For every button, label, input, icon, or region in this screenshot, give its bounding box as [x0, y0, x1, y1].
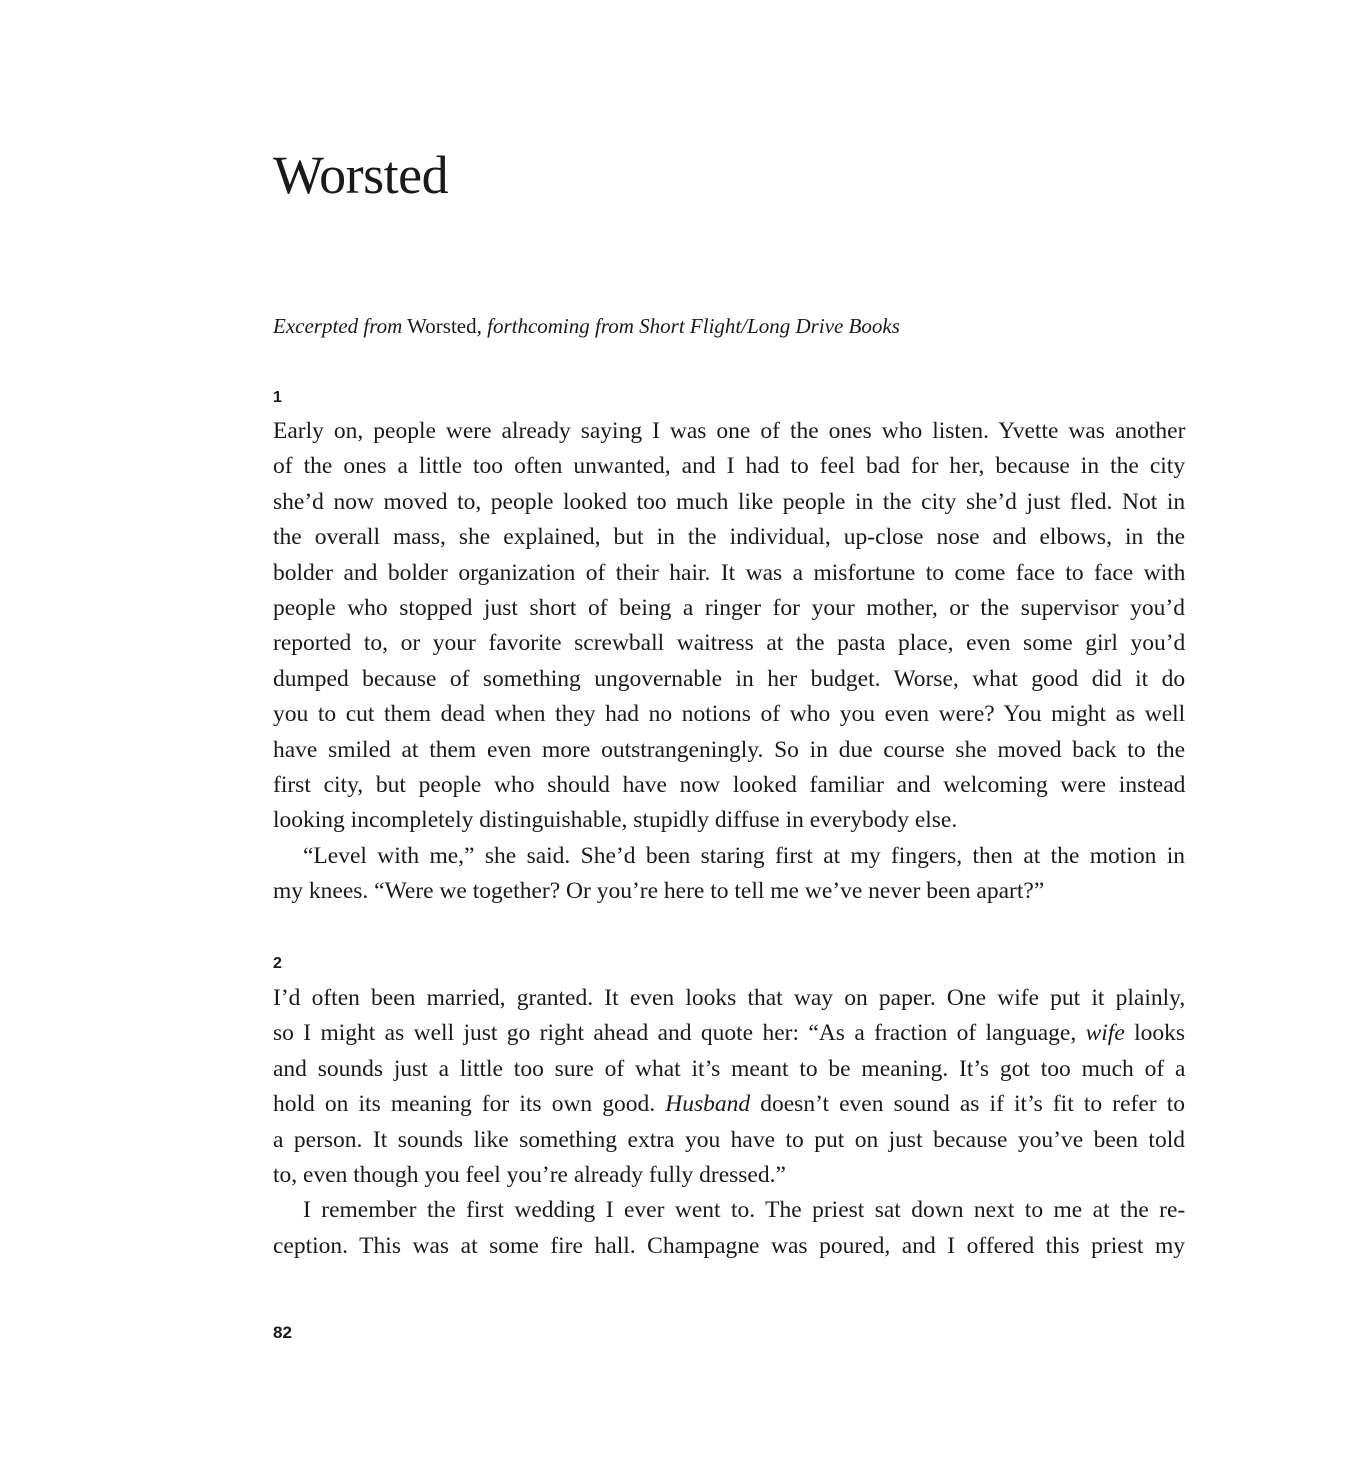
text-line: and sounds just a little too sure of what it’s meant to be meaning. It’s got too much of a [273, 1055, 1186, 1082]
text-line: to, even though you feel you’re already fully dressed.” [273, 1162, 786, 1189]
text-line: ception. This was at some fire hall. Champagne was poured, and I offered this priest my [273, 1232, 1185, 1259]
italic-word: wife [1085, 1020, 1125, 1047]
section-body [273, 981, 1185, 1264]
section-number: 2 [273, 955, 282, 972]
text-run: looks [1124, 1020, 1186, 1047]
text-line: bolder and bolder organization of their hair. It was a misfortune to come face to face with [273, 559, 1186, 586]
text-line: a person. It sounds like something extra you have to put on just because you’ve been told [273, 1126, 1185, 1153]
italic-word: Husband [665, 1091, 751, 1118]
excerpt-book-title: Worsted [407, 314, 477, 338]
text-run: so I might as well just go right ahead and quote her: “As a fraction of language, [273, 1020, 1086, 1047]
excerpt-note [273, 312, 900, 340]
text-line: you to cut them dead when they had no notions of who you even were? You might as well [273, 701, 1186, 728]
text-line: of the ones a little too often unwanted, and I had to feel bad for her, because in the city [273, 453, 1186, 480]
text-line: she’d now moved to, people looked too much like people in the city she’d just fled. Not in [273, 488, 1186, 515]
page-title: Worsted [273, 145, 449, 205]
section-body [273, 414, 1185, 910]
paragraph [273, 414, 1185, 839]
text-line: people who stopped just short of being a ringer for your mother, or the supervisor you’d [273, 595, 1185, 622]
paragraph [273, 839, 1185, 910]
text-line: reported to, or your favorite screwball waitress at the pasta place, even some girl you’d [273, 630, 1186, 657]
text-line: I’d often been married, granted. It even looks that way on paper. One wife put it plainly, [273, 985, 1186, 1011]
text-line: the overall mass, she explained, but in the individual, up-close nose and elbows, in the [273, 524, 1185, 551]
text-line: “Level with me,” she said. She’d been staring first at my fingers, then at the motion in [303, 842, 1185, 869]
text-run: doesn’t even sound as if it’s fit to refer to [750, 1091, 1185, 1118]
text-line: first city, but people who should have now looked familiar and welcoming were instead [273, 772, 1186, 799]
text-line: looking incompletely distinguishable, stupidly diffuse in everybody else. [273, 807, 958, 834]
text-line [273, 1016, 1185, 1051]
text-line: my knees. “Were we together? Or you’re here to tell me we’ve never been apart?” [273, 878, 1045, 905]
excerpt-prefix: Excerpted from [273, 314, 403, 338]
paragraph [273, 981, 1185, 1193]
text-line: dumped because of something ungovernable in her budget. Worse, what good did it do [273, 665, 1186, 692]
text-line [273, 1087, 1185, 1122]
text-line: Early on, people were already saying I was one of the ones who listen. Yvette was another [273, 418, 1186, 444]
section-number: 1 [273, 389, 282, 406]
text-line: I remember the first wedding I ever went to. The priest sat down next to me at the re- [303, 1197, 1186, 1224]
excerpt-suffix: , forthcoming from Short Flight/Long Drive Books [476, 314, 900, 338]
page-number: 82 [273, 1323, 292, 1342]
text-run: hold on its meaning for its own good. [273, 1091, 666, 1118]
text-line: have smiled at them even more outstrangeningly. So in due course she moved back to the [273, 736, 1186, 763]
paragraph [273, 1193, 1185, 1264]
